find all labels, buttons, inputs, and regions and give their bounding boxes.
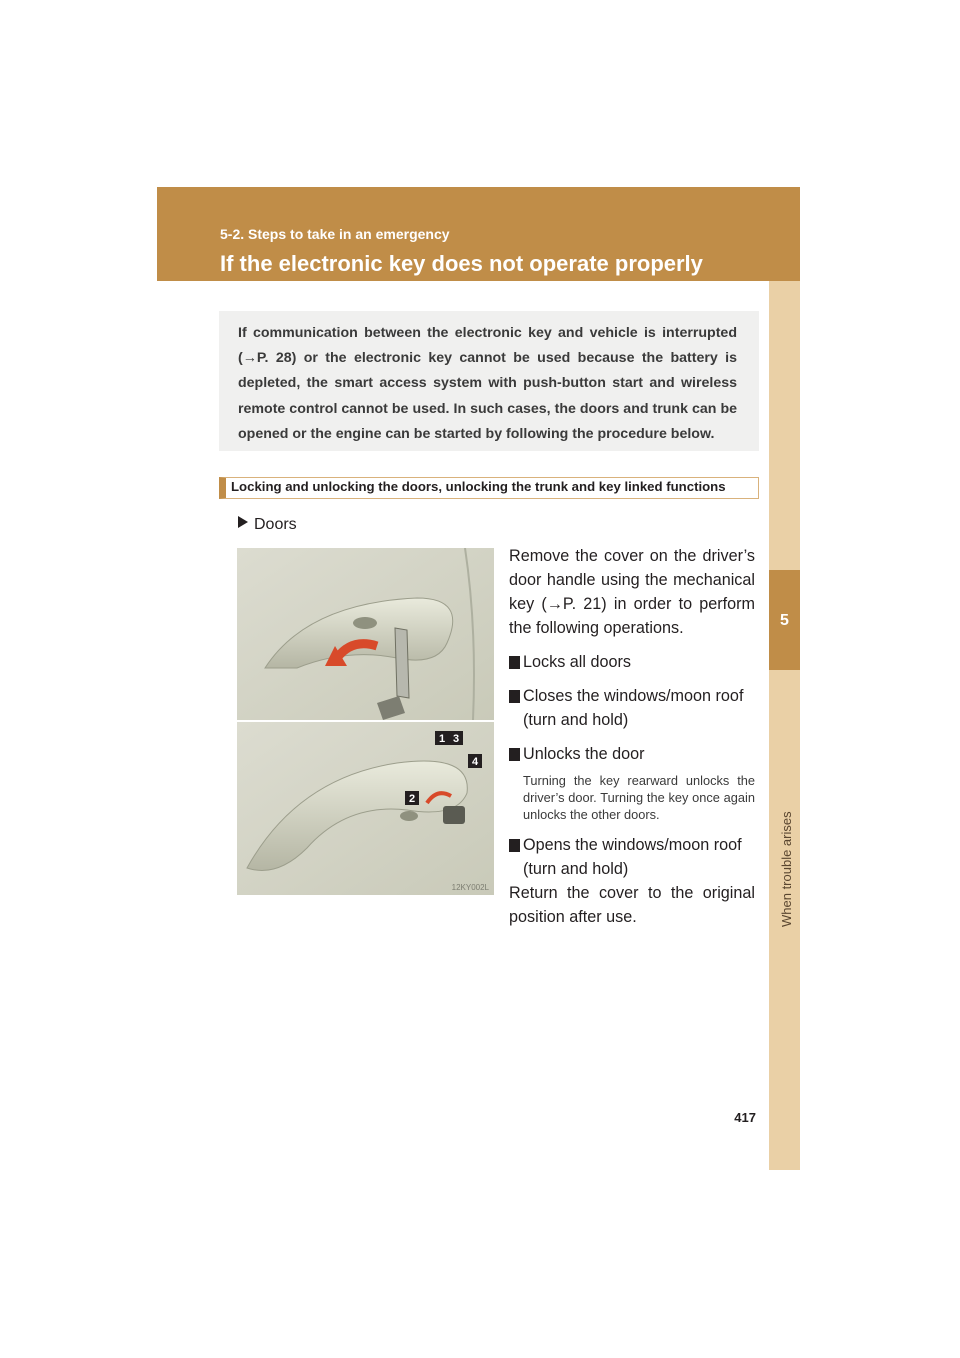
- step-number-4-icon: [509, 839, 520, 852]
- step-number-1-icon: [509, 656, 520, 669]
- svg-text:4: 4: [471, 756, 479, 768]
- door-handle-illustration: [237, 548, 494, 895]
- bullet-label: Doors: [254, 516, 297, 533]
- step-1: [509, 650, 755, 674]
- key-cylinder: [443, 806, 465, 824]
- instructions: [509, 544, 755, 929]
- page-title: If the electronic key does not operate properly: [220, 251, 703, 276]
- door-handle-figure: [237, 548, 494, 895]
- step-text: Opens the windows/moon roof (turn and hold): [523, 836, 742, 878]
- svg-text:3: 3: [452, 733, 460, 745]
- step-number-3-icon: [509, 748, 520, 761]
- svg-text:1: 1: [438, 733, 446, 745]
- step-text: Unlocks the door: [523, 745, 645, 763]
- intro-text: If communication between the electronic key and vehicle is interrupted (→P. 28) or the electronic key cannot be used because the battery is depleted, the smart access system with push-button start and wireless remote control cannot be used. In such cases, the doors and trunk can be opened or the engine can be started by following the procedure below.: [238, 325, 737, 442]
- step-text: Closes the windows/moon roof (turn and hold): [523, 687, 744, 729]
- closing-instruction: Return the cover to the original position after use.: [509, 884, 755, 926]
- section-label: 5-2. Steps to take in an emergency: [220, 226, 450, 242]
- step-2: [509, 684, 755, 732]
- chapter-number: 5: [780, 612, 789, 629]
- step-number-2-icon: [509, 690, 520, 703]
- figure-code: 12KY002L: [451, 883, 489, 892]
- subheading: Locking and unlocking the doors, unlocking the trunk and key linked functions: [231, 479, 726, 494]
- bullet-doors: [238, 516, 297, 534]
- step-3-note: Turning the key rearward unlocks the driver’s door. Turning the key once again unlocks the other doors.: [523, 773, 755, 822]
- mechanical-key: [395, 628, 409, 698]
- chapter-name: When trouble arises: [779, 811, 794, 927]
- step-text: Locks all doors: [523, 653, 631, 671]
- svg-text:2: 2: [408, 793, 416, 805]
- instructions-lead: Remove the cover on the driver’s door handle using the mechanical key (→P. 21) in order to perform the following operations.: [509, 547, 755, 637]
- step-3: [509, 742, 755, 766]
- step-4: [509, 833, 755, 881]
- triangle-bullet-icon: [238, 516, 248, 528]
- page-number: 417: [734, 1110, 756, 1125]
- keyhole-cover: [353, 617, 377, 629]
- chapter-name-container: [775, 672, 795, 932]
